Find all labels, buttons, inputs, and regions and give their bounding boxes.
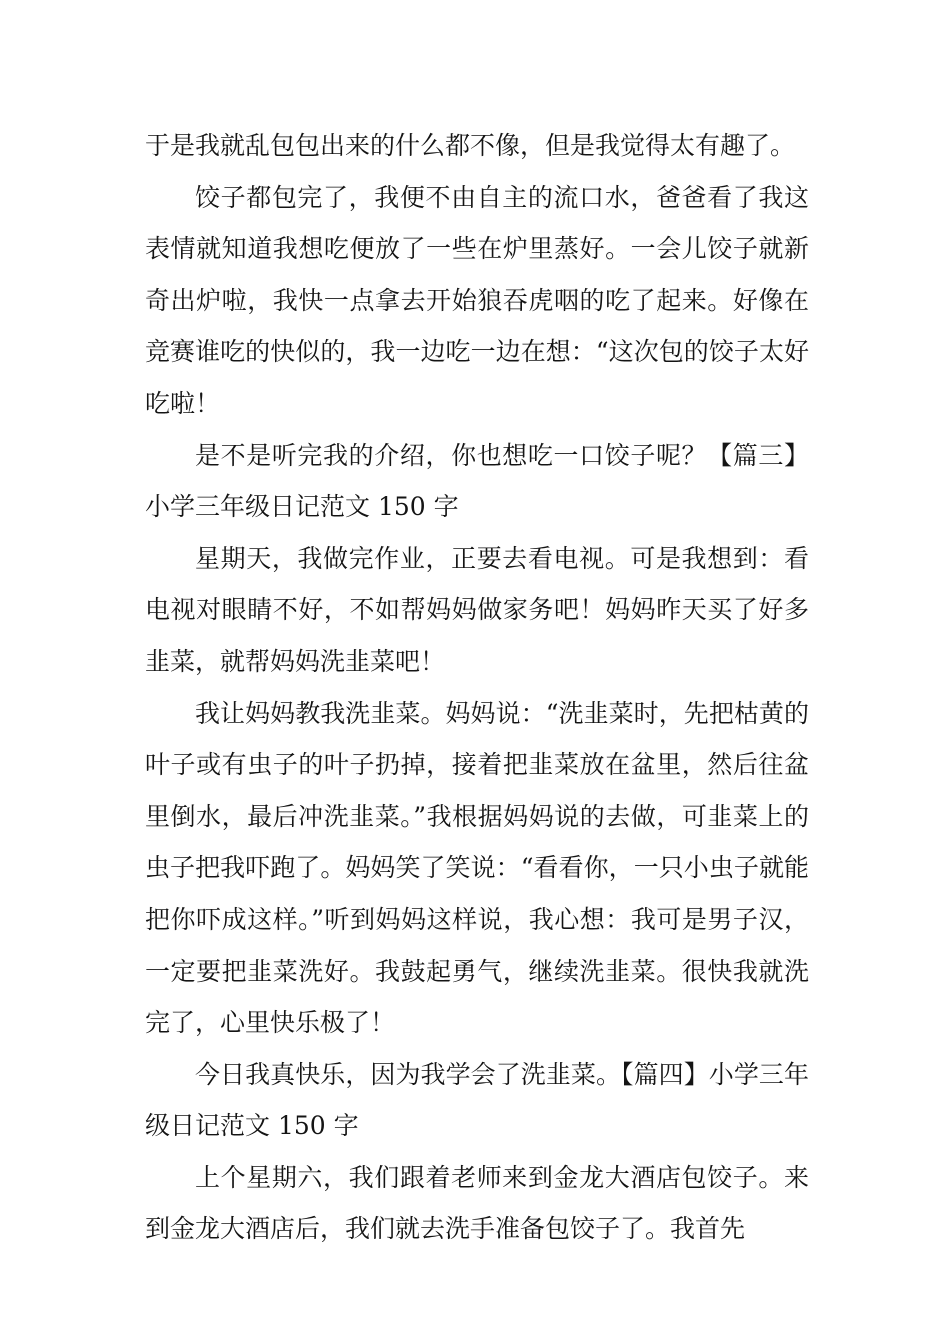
paragraph: 上个星期六，我们跟着老师来到金龙大酒店包饺子。来到金龙大酒店后，我们就去洗手准备包饺子了。我首先 [145, 1162, 809, 1244]
paragraph: 饺子都包完了，我便不由自主的流口水，爸爸看了我这表情就知道我想吃便放了一些在炉里蒸好。一会儿饺子就新奇出炉啦，我快一点拿去开始狼吞虎咽的吃了起来。好像在竞赛谁吃的快似的，我一边吃一边在想：“这次包的饺子太好吃啦！ [145, 182, 809, 418]
paragraph: 我让妈妈教我洗韭菜。妈妈说：“洗韭菜时，先把枯黄的叶子或有虫子的叶子扔掉，接着把韭菜放在盆里，然后往盆里倒水，最后冲洗韭菜。”我根据妈妈说的去做，可韭菜上的虫子把我吓跑了。妈妈笑了笑说：“看看你，一只小虫子就能把你吓成这样。”听到妈妈这样说，我心想：我可是男子汉，一定要把韭菜洗好。我鼓起勇气，继续洗韭菜。很快我就洗完了，心里快乐极了！ [145, 698, 809, 1038]
document-body [145, 120, 809, 1255]
paragraph: 今日我真快乐，因为我学会了洗韭菜。【篇四】小学三年级日记范文 150 字 [145, 1059, 809, 1141]
paragraph: 于是我就乱包包出来的什么都不像，但是我觉得太有趣了。 [145, 131, 796, 160]
paragraph: 是不是听完我的介绍，你也想吃一口饺子呢？【篇三】小学三年级日记范文 150 字 [145, 440, 809, 522]
paragraph: 星期天，我做完作业，正要去看电视。可是我想到：看电视对眼睛不好，不如帮妈妈做家务吧！妈妈昨天买了好多韭菜，就帮妈妈洗韭菜吧！ [145, 543, 809, 676]
